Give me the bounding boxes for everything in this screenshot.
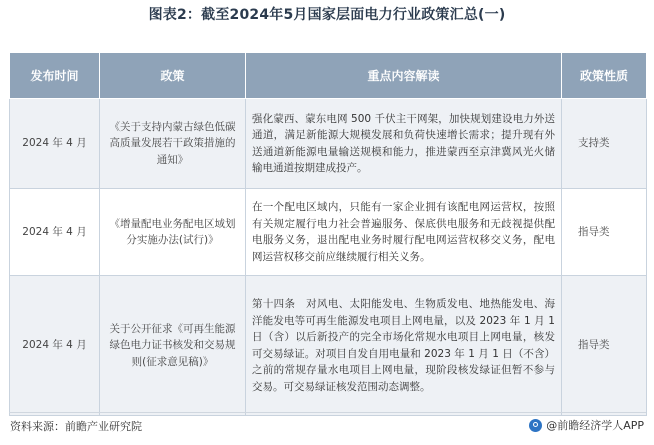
- table-header-row: [10, 53, 647, 99]
- table-row: [10, 189, 647, 276]
- row-nature: 支持类: [562, 99, 647, 189]
- brand-credit: [529, 417, 644, 433]
- row-nature: 指导类: [562, 276, 647, 416]
- header-content: 重点内容解读: [246, 53, 562, 99]
- row-date: 2024 年 4 月: [10, 189, 100, 276]
- row-policy: 关于公开征求《可再生能源绿色电力证书核发和交易规则(征求意见稿)》: [100, 276, 246, 416]
- row-date: 2024 年 4 月: [10, 276, 100, 416]
- header-date: 发布时间: [10, 53, 100, 99]
- page-title: 图表2：截至2024年5月国家层面电力行业政策汇总(一): [148, 7, 506, 23]
- source-note: 资料来源：前瞻产业研究院: [10, 420, 142, 433]
- row-policy: 《关于支持内蒙古绿色低碳高质量发展若干政策措施的通知》: [100, 99, 246, 189]
- footer-divider: [9, 412, 646, 413]
- row-date: 2024 年 4 月: [10, 99, 100, 189]
- policy-table: [9, 52, 647, 416]
- brand-logo-icon: [529, 419, 542, 432]
- table-row: [10, 276, 647, 416]
- header-policy: 政策: [100, 53, 246, 99]
- brand-text: @前瞻经济学人APP: [546, 419, 644, 432]
- row-nature: 指导类: [562, 189, 647, 276]
- row-content: 第十四条 对风电、太阳能发电、生物质发电、地热能发电、海洋能发电等可再生能源发电项目上网电量，以及 2023 年 1 月 1 日（含）以后新投产的完全市场化常规水电项目上网电量，核发可交易绿证。对项目自发自用电量和 2023 年 1 月 1 日（不含）之前的常规存量水电项目上网电量，现阶段核发绿证但暂不参与交易。可交易绿证核发范围动态调整。: [246, 276, 562, 416]
- header-nature: 政策性质: [562, 53, 647, 99]
- row-content: 在一个配电区域内，只能有一家企业拥有该配电网运营权，按照有关规定履行电力社会普遍服务、保底供电服务和无歧视提供配电服务义务，退出配电业务时履行配电网运营权移交义务，配电网运营权移交前应继续履行相关义务。: [246, 189, 562, 276]
- row-policy: 《增量配电业务配电区域划分实施办法(试行)》: [100, 189, 246, 276]
- row-content: 强化蒙西、蒙东电网 500 千伏主干网架，加快规划建设电力外送通道，满足新能源大规模发展和负荷快速增长需求；提升现有外送通道新能源电量输送规模和能力，推进蒙西至京津冀风光火储输电通道按期建成投产。: [246, 99, 562, 189]
- table-row: [10, 99, 647, 189]
